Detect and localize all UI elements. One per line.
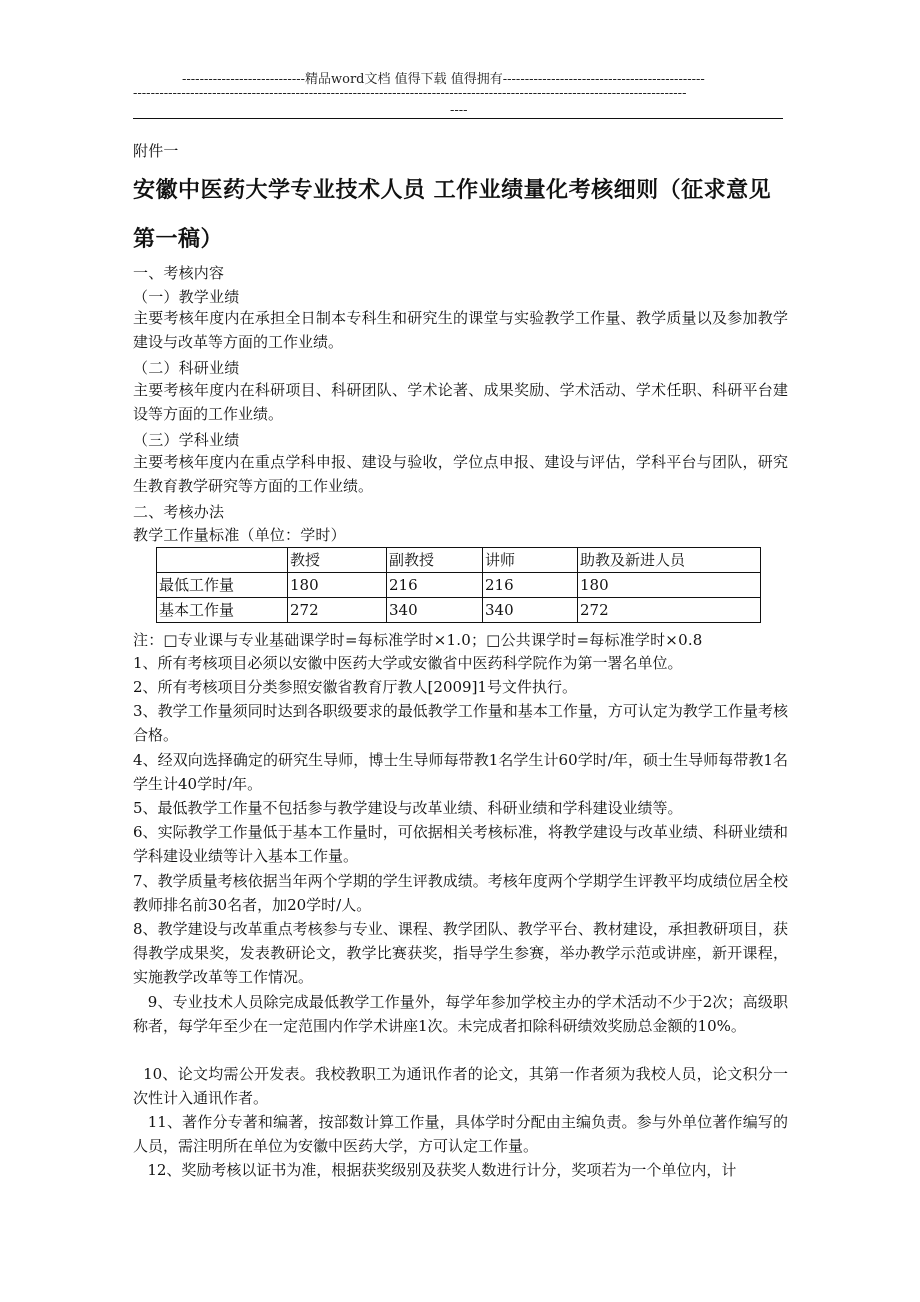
list-item: 4、经双向选择确定的研究生导师，博士生导师每带教1名学生计60学时/年，硕士生导师每带教1名学生计40学时/年。: [133, 751, 788, 793]
table-header-cell: 讲师: [483, 548, 578, 573]
paragraph-teaching: 主要考核年度内在承担全日制本专科生和研究生的课堂与实验教学工作量、教学质量以及参加教学建设与改革等方面的工作业绩。: [133, 309, 788, 351]
list-item: 7、教学质量考核依据当年两个学期的学生评教成绩。考核年度两个学期学生评教平均成绩位居全校教师排名前30名者，加20学时/人。: [133, 872, 788, 914]
subheading-teaching: （一）教学业绩: [133, 288, 240, 306]
paragraph-research: 主要考核年度内在科研项目、科研团队、学术论著、成果奖励、学术活动、学术任职、科研平台建设等方面的工作业绩。: [133, 381, 788, 423]
list-item: 11、著作分专著和编著，按部数计算工作量，具体学时分配由主编负责。参与外单位著作编写的人员，需注明所在单位为安徽中医药大学，方可认定工作量。: [133, 1113, 789, 1155]
table-header-cell: 教授: [288, 548, 387, 573]
list-item: 6、实际教学工作量低于基本工作量时，可依据相关考核标准，将教学建设与改革业绩、科研业绩和学科建设业绩等计入基本工作量。: [133, 823, 788, 865]
document-title-line2: 第一稿）: [133, 227, 224, 252]
header-banner: ----------------------------精品word文档 值得下载 值得拥有----------------------------------------------: [182, 72, 705, 87]
header-dashes-tail: ----: [450, 103, 468, 118]
document-title-line1: 安徽中医药大学专业技术人员 工作业绩量化考核细则（征求意见: [133, 178, 772, 203]
workload-table: [156, 547, 761, 623]
table-caption: 教学工作量标准（单位：学时）: [133, 526, 346, 544]
table-cell: 216: [387, 573, 483, 598]
section-heading-content: 一、考核内容: [133, 264, 225, 282]
list-item: 1、所有考核项目必须以安徽中医药大学或安徽省中医药科学院作为第一署名单位。: [133, 654, 683, 672]
table-cell: 最低工作量: [157, 573, 288, 598]
table-cell: 340: [483, 598, 578, 623]
table-cell: 340: [387, 598, 483, 623]
list-item: 5、最低教学工作量不包括参与教学建设与改革业绩、科研业绩和学科建设业绩等。: [133, 799, 683, 817]
header-dashes: ------------------------------------------------------------------------------------------------------------------------------: [133, 86, 687, 101]
list-item: 2、所有考核项目分类参照安徽省教育厅教人[2009]1号文件执行。: [133, 678, 577, 696]
table-cell: 272: [288, 598, 387, 623]
table-cell: 272: [578, 598, 761, 623]
table-cell: 基本工作量: [157, 598, 288, 623]
table-row: [157, 573, 761, 598]
list-item: 9、专业技术人员除完成最低教学工作量外，每学年参加学校主办的学术活动不少于2次；高级职称者，每学年至少在一定范围内作学术讲座1次。未完成者扣除科研绩效奖励总金额的10%。: [133, 993, 788, 1035]
subheading-research: （二）科研业绩: [133, 359, 240, 377]
list-item: 12、奖励考核以证书为准，根据获奖级别及获奖人数进行计分，奖项若为一个单位内，计: [133, 1161, 737, 1179]
table-note: 注：□专业课与专业基础课学时=每标准学时×1.0；□公共课学时=每标准学时×0.8: [133, 631, 703, 649]
table-cell: 180: [578, 573, 761, 598]
attachment-label: 附件一: [133, 142, 179, 160]
subheading-discipline: （三）学科业绩: [133, 431, 240, 449]
list-item: 10、论文均需公开发表。我校教职工为通讯作者的论文，其第一作者须为我校人员，论文积分一次性计入通讯作者。: [133, 1065, 789, 1107]
table-header-cell: 助教及新进人员: [578, 548, 761, 573]
table-cell: 180: [288, 573, 387, 598]
paragraph-discipline: 主要考核年度内在重点学科申报、建设与验收，学位点申报、建设与评估，学科平台与团队，研究生教育教学研究等方面的工作业绩。: [133, 453, 788, 495]
section-heading-method: 二、考核办法: [133, 503, 225, 521]
header-rule: [133, 118, 783, 119]
table-row: [157, 598, 761, 623]
list-item: 3、教学工作量须同时达到各职级要求的最低教学工作量和基本工作量，方可认定为教学工作量考核合格。: [133, 702, 788, 744]
table-cell: 216: [483, 573, 578, 598]
table-header-row: [157, 548, 761, 573]
list-item: 8、教学建设与改革重点考核参与专业、课程、教学团队、教学平台、教材建设，承担教研项目，获得教学成果奖，发表教研论文，教学比赛获奖，指导学生参赛，举办教学示范或讲座，新开课程，实施教学改革等工作情况。: [133, 920, 788, 986]
table-header-cell: [157, 548, 288, 573]
table-header-cell: 副教授: [387, 548, 483, 573]
